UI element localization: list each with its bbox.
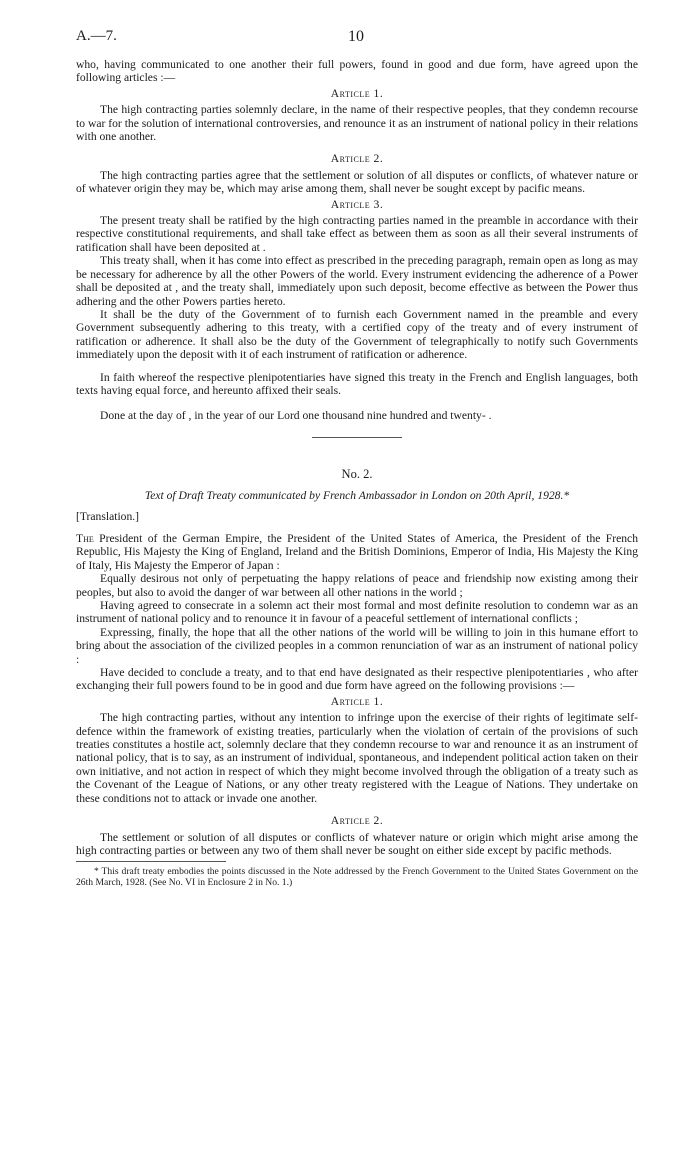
article-3-paragraph-2: This treaty shall, when it has come into effect as prescribed in the preceding paragraph, remain open as long as may be necessary for adherence by all the other Powers of the world. Every instrument evidencing the adherence of a Power shall be deposited at , and the treaty shall, immediately upon such deposit, become effective as between the Power thus adhering and the other Powers parties hereto. — [76, 254, 638, 308]
recital-3: Expressing, finally, the hope that all the other nations of the world will be willing to join in this humane effort to bring about the association of the civilized peoples in a common renunciation of war as an instrument of national policy : — [76, 625, 638, 666]
draft-article-1-text: The high contracting parties, without any intention to infringe upon the exercise of their rights of legitimate self-defence within the framework of existing treaties, particularly when the violation of certain of the provisions of such treaties constitutes a hostile act, solemnly declare that they condemn recourse to war and renounce it as an instrument of national policy, that is to say, as an instrument of individual, spontaneous, and independent political action taken on their own initiative, and not action in respect of which they might become involved through the obligation of a treaty such as the Covenant of the League of Nations, or any other treaty registered with the League of Nations. They undertake on these conditions not to attack or invade one another. — [76, 711, 638, 805]
recital-4: Have decided to conclude a treaty, and to that end have designated as their respective plenipotentiaries , who after exchanging their full powers found to be in good and due form have agreed on the following provisions :— — [76, 666, 638, 693]
faith-clause: In faith whereof the respective plenipotentiaries have signed this treaty in the French and English languages, both texts having equal force, and hereunto affixed their seals. — [76, 370, 638, 397]
footnote-rule — [76, 861, 226, 862]
article-3-paragraph-1: The present treaty shall be ratified by the high contracting parties named in the preamble in accordance with their respective constitutional requirements, and shall take effect as between them as soon as all their several instruments of ratification shall have been deposited at . — [76, 214, 638, 254]
document-number: No. 2. — [341, 466, 373, 481]
recital-2: Having agreed to consecrate in a solemn act their most formal and most definite resolution to condemn war as an instrument of national policy and to renounce it in favour of a peaceful settlement of international conflicts ; — [76, 599, 638, 626]
treaty-intro: who, having communicated to one another their full powers, found in good and due form, have agreed upon the following articles :— — [76, 58, 638, 85]
article-2-heading: Article 2. — [330, 152, 384, 166]
draft-article-2-heading: Article 2. — [330, 814, 384, 828]
footnote: * This draft treaty embodies the points discussed in the Note addressed by the French Government to the United States Government on the 26th March, 1928. (See No. VI in Enclosure 2 in No. 1.) — [76, 866, 638, 889]
draft-treaty-title: Text of Draft Treaty communicated by French Ambassador in London on 20th April, 1928.* — [144, 489, 570, 503]
article-1-heading: Article 1. — [330, 86, 384, 100]
draft-article-2-text: The settlement or solution of all disputes or conflicts of whatever nature or origin which might arise among the high contracting parties or between any two of them shall never be sought on either side except by pacific methods. — [76, 830, 638, 857]
article-2-text: The high contracting parties agree that the settlement or solution of all disputes or conflicts, of whatever nature or of whatever origin they may be, which may arise among them, shall never be sought except by pacific means. — [76, 168, 638, 196]
article-3-paragraph-3: It shall be the duty of the Government of to furnish each Government named in the preamble and every Government subsequently adhering to this treaty, with a certified copy of the treaty and of every instrument of ratification or adherence. It shall also be the duty of the Government of telegraphically to notify such Governments immediately upon the deposit with it of each instrument of ratification or adherence. — [76, 307, 638, 362]
draft-article-1-heading: Article 1. — [330, 694, 384, 708]
page-header — [76, 28, 636, 50]
done-clause: Done at the day of , in the year of our Lord one thousand nine hundred and twenty- . — [100, 409, 492, 423]
page-number: 10 — [348, 28, 364, 45]
article-3-heading: Article 3. — [330, 197, 384, 211]
document-reference: A.—7. — [76, 28, 117, 44]
parties-preamble — [76, 532, 638, 572]
preamble-first-word: The — [76, 531, 94, 545]
recital-1: Equally desirous not only of perpetuating the happy relations of peace and friendship now existing among their peoples, but also to avoid the danger of war between all other nations in the world ; — [76, 572, 638, 599]
page-body — [76, 58, 638, 888]
section-divider — [312, 437, 402, 438]
translation-note: [Translation.] — [76, 509, 140, 523]
article-1-text: The high contracting parties solemnly declare, in the name of their respective peoples, that they condemn recourse to war for the solution of international controversies, and renounce it as an instrument of national policy in their relations with one another. — [76, 103, 638, 144]
parties-list: President of the German Empire, the President of the United States of America, the President of the French Republic, His Majesty the King of England, Ireland and the British Dominions, Emperor of India, His Majesty the King of Italy, His Majesty the Emperor of Japan : — [76, 531, 638, 572]
